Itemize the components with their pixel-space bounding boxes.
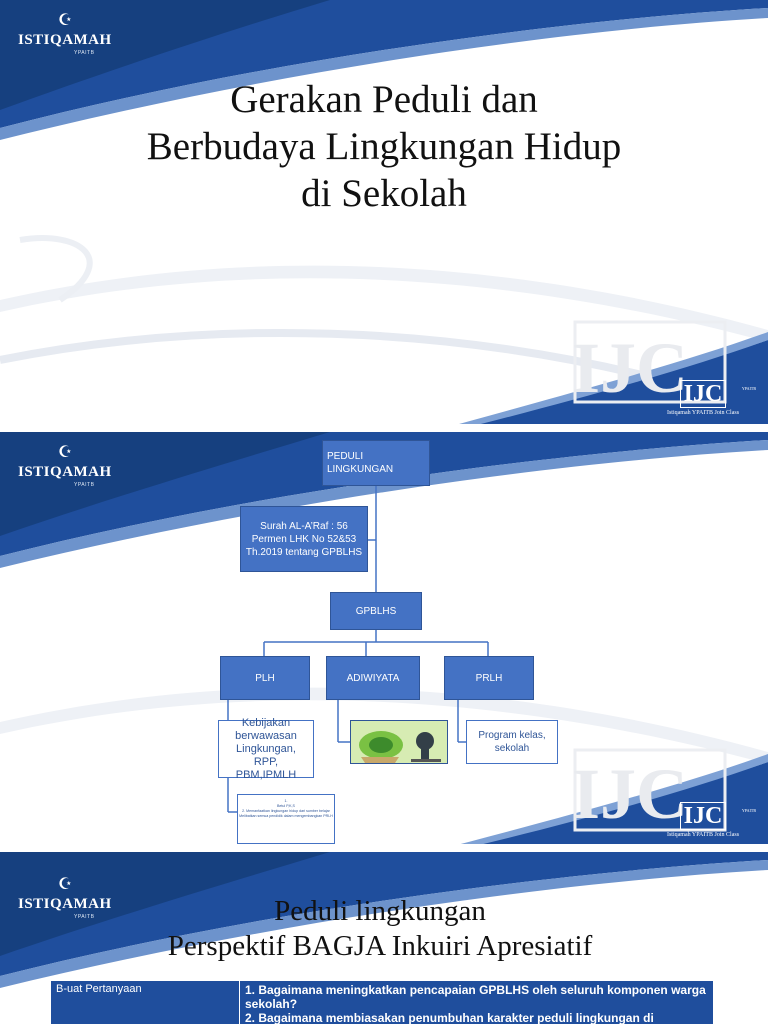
logo-subtext: YPAITB (74, 50, 95, 56)
istiqamah-logo (18, 444, 114, 494)
ijc-tagline: Istiqamah YPAITB Join Class (666, 410, 740, 416)
slide-3-title (100, 894, 660, 964)
adiwiyata-illustration-icon (351, 721, 448, 764)
node-prlh[interactable]: PRLH (444, 656, 534, 700)
slide-1-title (60, 76, 708, 217)
istiqamah-logo (18, 12, 114, 62)
svg-text:IJC: IJC (572, 754, 689, 834)
question-line: 1. Bagaimana meningkatkan pencapaian GPBLHS oleh seluruh komponen warga sekolah? (245, 983, 706, 1011)
node-program-kelas[interactable]: Program kelas, sekolah (466, 720, 558, 764)
logo-text: ISTIQAMAH (18, 32, 112, 48)
slide-gap (0, 844, 768, 852)
node-adiwiyata[interactable]: ADIWIYATA (326, 656, 420, 700)
detail-line: Betul P,K,S (277, 804, 295, 808)
node-surah-al-araf[interactable]: Surah AL-A’Raf : 56 Permen LHK No 52&53 Th.2019 tentang GPBLHS (240, 506, 368, 572)
detail-line: 2. Memanfaatkan lingkungan hidup dari sumber belajar (242, 809, 330, 813)
detail-line: 1. (284, 799, 288, 803)
title-line: Berbudaya Lingkungan Hidup (146, 125, 622, 168)
table-cell-label: B-uat Pertanyaan (51, 981, 240, 1024)
slide-1 (0, 0, 768, 432)
table-cell-questions (240, 981, 714, 1024)
detail-line: Melibatkan semua pendidik dalam mengembangkan PRLH (239, 814, 333, 818)
bagja-table (50, 980, 714, 1024)
adiwiyata-picture[interactable] (350, 720, 448, 764)
table-row (51, 981, 714, 1024)
logo-subtext: YPAITB (74, 914, 95, 920)
ijc-logo-subtext: YPAITB (741, 808, 756, 813)
slide-gap (0, 424, 768, 432)
crescent-star-icon: ☪ (58, 10, 73, 29)
logo-text: ISTIQAMAH (18, 464, 112, 480)
svg-text:IJC: IJC (572, 328, 689, 408)
node-kebijakan[interactable]: Kebijakan berwawasan Lingkungan, RPP, PBM,IPMLH (218, 720, 314, 778)
node-gpblhs[interactable]: GPBLHS (330, 592, 422, 630)
node-plh[interactable]: PLH (220, 656, 310, 700)
title-line: Peduli lingkungan (274, 895, 486, 927)
crescent-star-icon: ☪ (58, 874, 73, 893)
node-peduli-lingkungan[interactable]: PEDULI LINGKUNGAN (322, 440, 430, 486)
logo-text: ISTIQAMAH (18, 896, 112, 912)
ijc-tagline: Istiqamah YPAITB Join Class (666, 832, 740, 838)
ijc-logo-text: IJC (680, 802, 727, 830)
slide-2 (0, 432, 768, 852)
node-detail-text[interactable] (237, 794, 335, 844)
ijc-logo (648, 372, 758, 428)
ijc-logo-text: IJC (680, 380, 727, 408)
slide-3 (0, 852, 768, 1024)
crescent-star-icon: ☪ (58, 442, 73, 461)
slide-2-background (0, 432, 768, 852)
title-line: Gerakan Peduli dan (230, 78, 538, 121)
title-line: di Sekolah (301, 172, 467, 215)
ijc-logo-subtext: YPAITB (741, 386, 756, 391)
question-line: 2. Bagaimana membiasakan penumbuhan karakter peduli lingkungan di (245, 1011, 654, 1024)
ijc-logo (648, 794, 758, 850)
logo-subtext: YPAITB (74, 482, 95, 488)
title-line: Perspektif BAGJA Inkuiri Apresiatif (167, 930, 593, 962)
